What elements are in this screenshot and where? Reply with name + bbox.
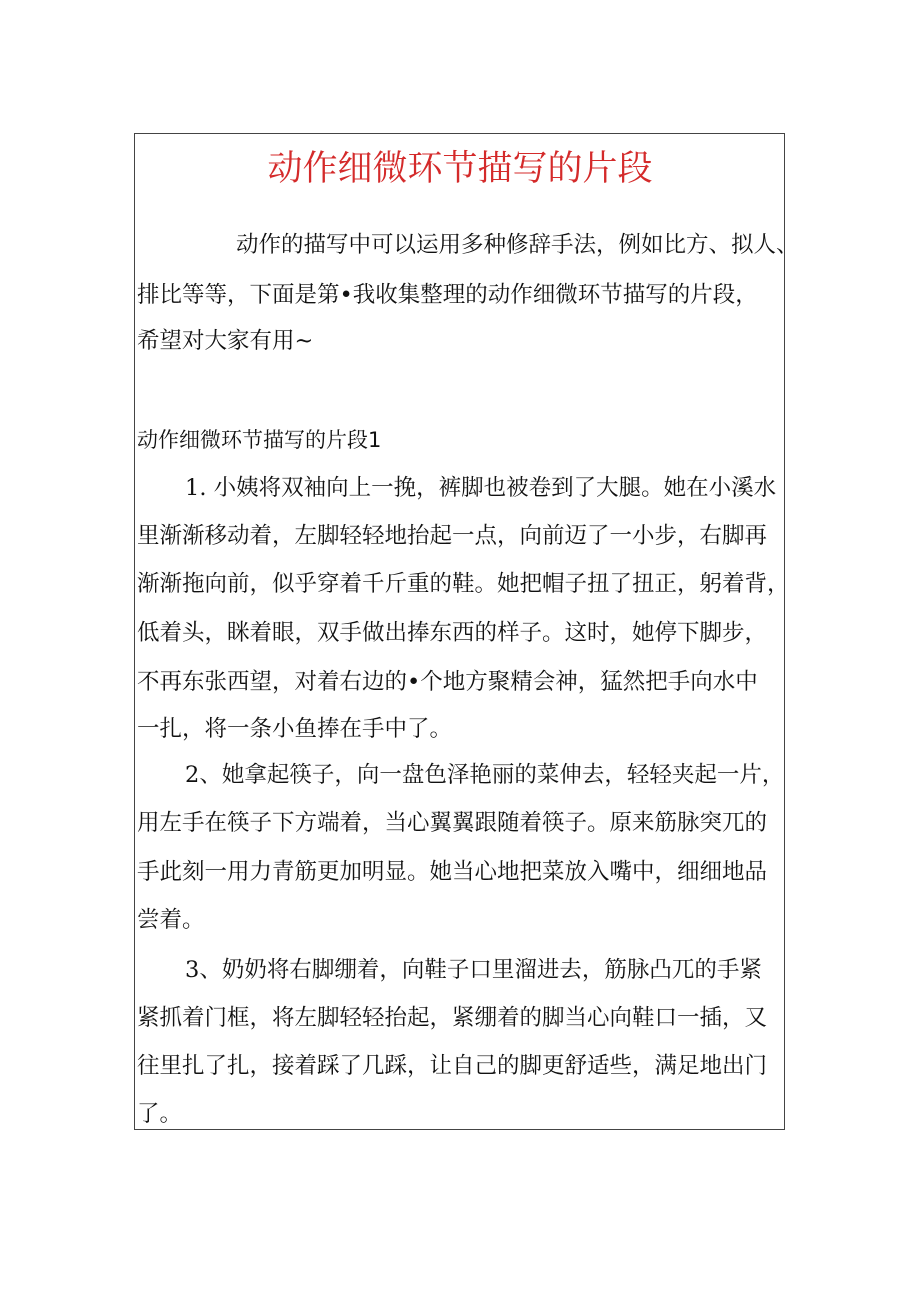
paragraph-1-line: 不再东张西望，对着右边的•个地方聚精会神，猛然把手向水中 bbox=[137, 669, 758, 695]
paragraph-2-line: 用左手在筷子下方端着，当心翼翼跟随着筷子。原来筋脉突兀的 bbox=[137, 810, 768, 836]
paragraph-3-line: 紧抓着门框，将左脚轻轻抬起，紧绷着的脚当心向鞋口一插，又 bbox=[137, 1005, 768, 1031]
document-title: 动作细微环节描写的片段 bbox=[267, 149, 653, 189]
paragraph-1-line: 里渐渐移动着，左脚轻轻地抬起一点，向前迈了一小步，右脚再 bbox=[137, 523, 768, 549]
intro-line: 动作的描写中可以运用多种修辞手法，例如比方、拟人、 bbox=[236, 232, 799, 258]
paragraph-2-line: 尝着。 bbox=[137, 907, 205, 933]
paragraph-1-line: 一扎，将一条小鱼捧在手中了。 bbox=[137, 716, 453, 742]
paragraph-1-line: 低着头，眯着眼，双手做出捧东西的样子。这时，她停下脚步， bbox=[137, 620, 768, 646]
intro-line: 希望对大家有用~ bbox=[137, 328, 314, 354]
section-heading: 动作细微环节描写的片段1 bbox=[137, 428, 382, 452]
paragraph-2-line: 2、她拿起筷子，向一盘色泽艳丽的菜伸去，轻轻夹起一片， bbox=[185, 762, 785, 788]
paragraph-1-line: 1. 小姨将双袖向上一挽，裤脚也被卷到了大腿。她在小溪水 bbox=[185, 475, 777, 501]
paragraph-3-line: 了。 bbox=[137, 1101, 183, 1127]
paragraph-1-line: 渐渐拖向前，似乎穿着千斤重的鞋。她把帽子扭了扭正，躬着背， bbox=[137, 571, 790, 597]
paragraph-3-line: 往里扎了扎，接着踩了几踩，让自己的脚更舒适些，满足地出门 bbox=[137, 1053, 768, 1079]
intro-line: 排比等等，下面是第•我收集整理的动作细微环节描写的片段， bbox=[137, 282, 758, 308]
paragraph-2-line: 手此刻一用力青筋更加明显。她当心地把菜放入嘴中，细细地品 bbox=[137, 859, 768, 885]
paragraph-3-line: 3、奶奶将右脚绷着，向鞋子口里溜进去，筋脉凸兀的手紧 bbox=[185, 957, 762, 983]
